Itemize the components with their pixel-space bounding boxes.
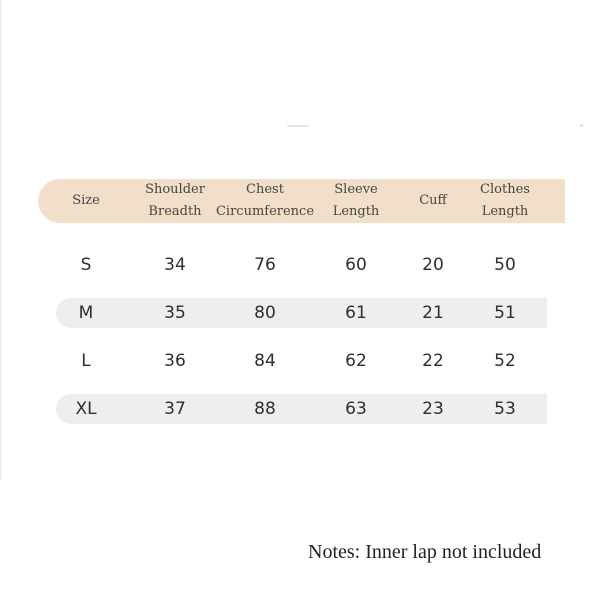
measurement-cell: 88 xyxy=(254,399,276,419)
measurement-cell: 61 xyxy=(345,303,367,323)
measurement-cell: 51 xyxy=(494,303,516,323)
header-shoulder-breadth: Shoulder Breadth xyxy=(145,182,205,219)
header-chest-circumference: Chest Circumference xyxy=(215,182,315,219)
decorative-dash xyxy=(287,125,309,127)
measurement-cell: 63 xyxy=(345,399,367,419)
measurement-cell: 37 xyxy=(164,399,186,419)
header-sleeve-length: Sleeve Length xyxy=(332,182,380,219)
measurement-cell: 35 xyxy=(164,303,186,323)
header-clothes-length: Clothes Length xyxy=(480,182,530,219)
measurement-cell: 50 xyxy=(494,255,516,275)
measurement-cell: 23 xyxy=(422,399,444,419)
measurement-cell: 52 xyxy=(494,351,516,371)
measurement-cell: 36 xyxy=(164,351,186,371)
measurement-cell: 22 xyxy=(422,351,444,371)
measurement-cell: 84 xyxy=(254,351,276,371)
notes-text: Notes: Inner lap not included xyxy=(308,541,542,563)
decorative-dot xyxy=(580,124,583,127)
size-label-cell: S xyxy=(80,255,92,275)
measurement-cell: 80 xyxy=(254,303,276,323)
measurement-cell: 62 xyxy=(345,351,367,371)
size-label-cell: L xyxy=(81,351,91,371)
header-cuff: Cuff xyxy=(419,193,447,208)
measurement-cell: 21 xyxy=(422,303,444,323)
left-edge-line xyxy=(0,0,2,480)
measurement-cell: 34 xyxy=(164,255,186,275)
header-size: Size xyxy=(72,193,100,208)
measurement-cell: 20 xyxy=(422,255,444,275)
measurement-cell: 76 xyxy=(254,255,276,275)
size-label-cell: XL xyxy=(75,399,97,419)
size-label-cell: M xyxy=(78,303,94,323)
measurement-cell: 60 xyxy=(345,255,367,275)
measurement-cell: 53 xyxy=(494,399,516,419)
